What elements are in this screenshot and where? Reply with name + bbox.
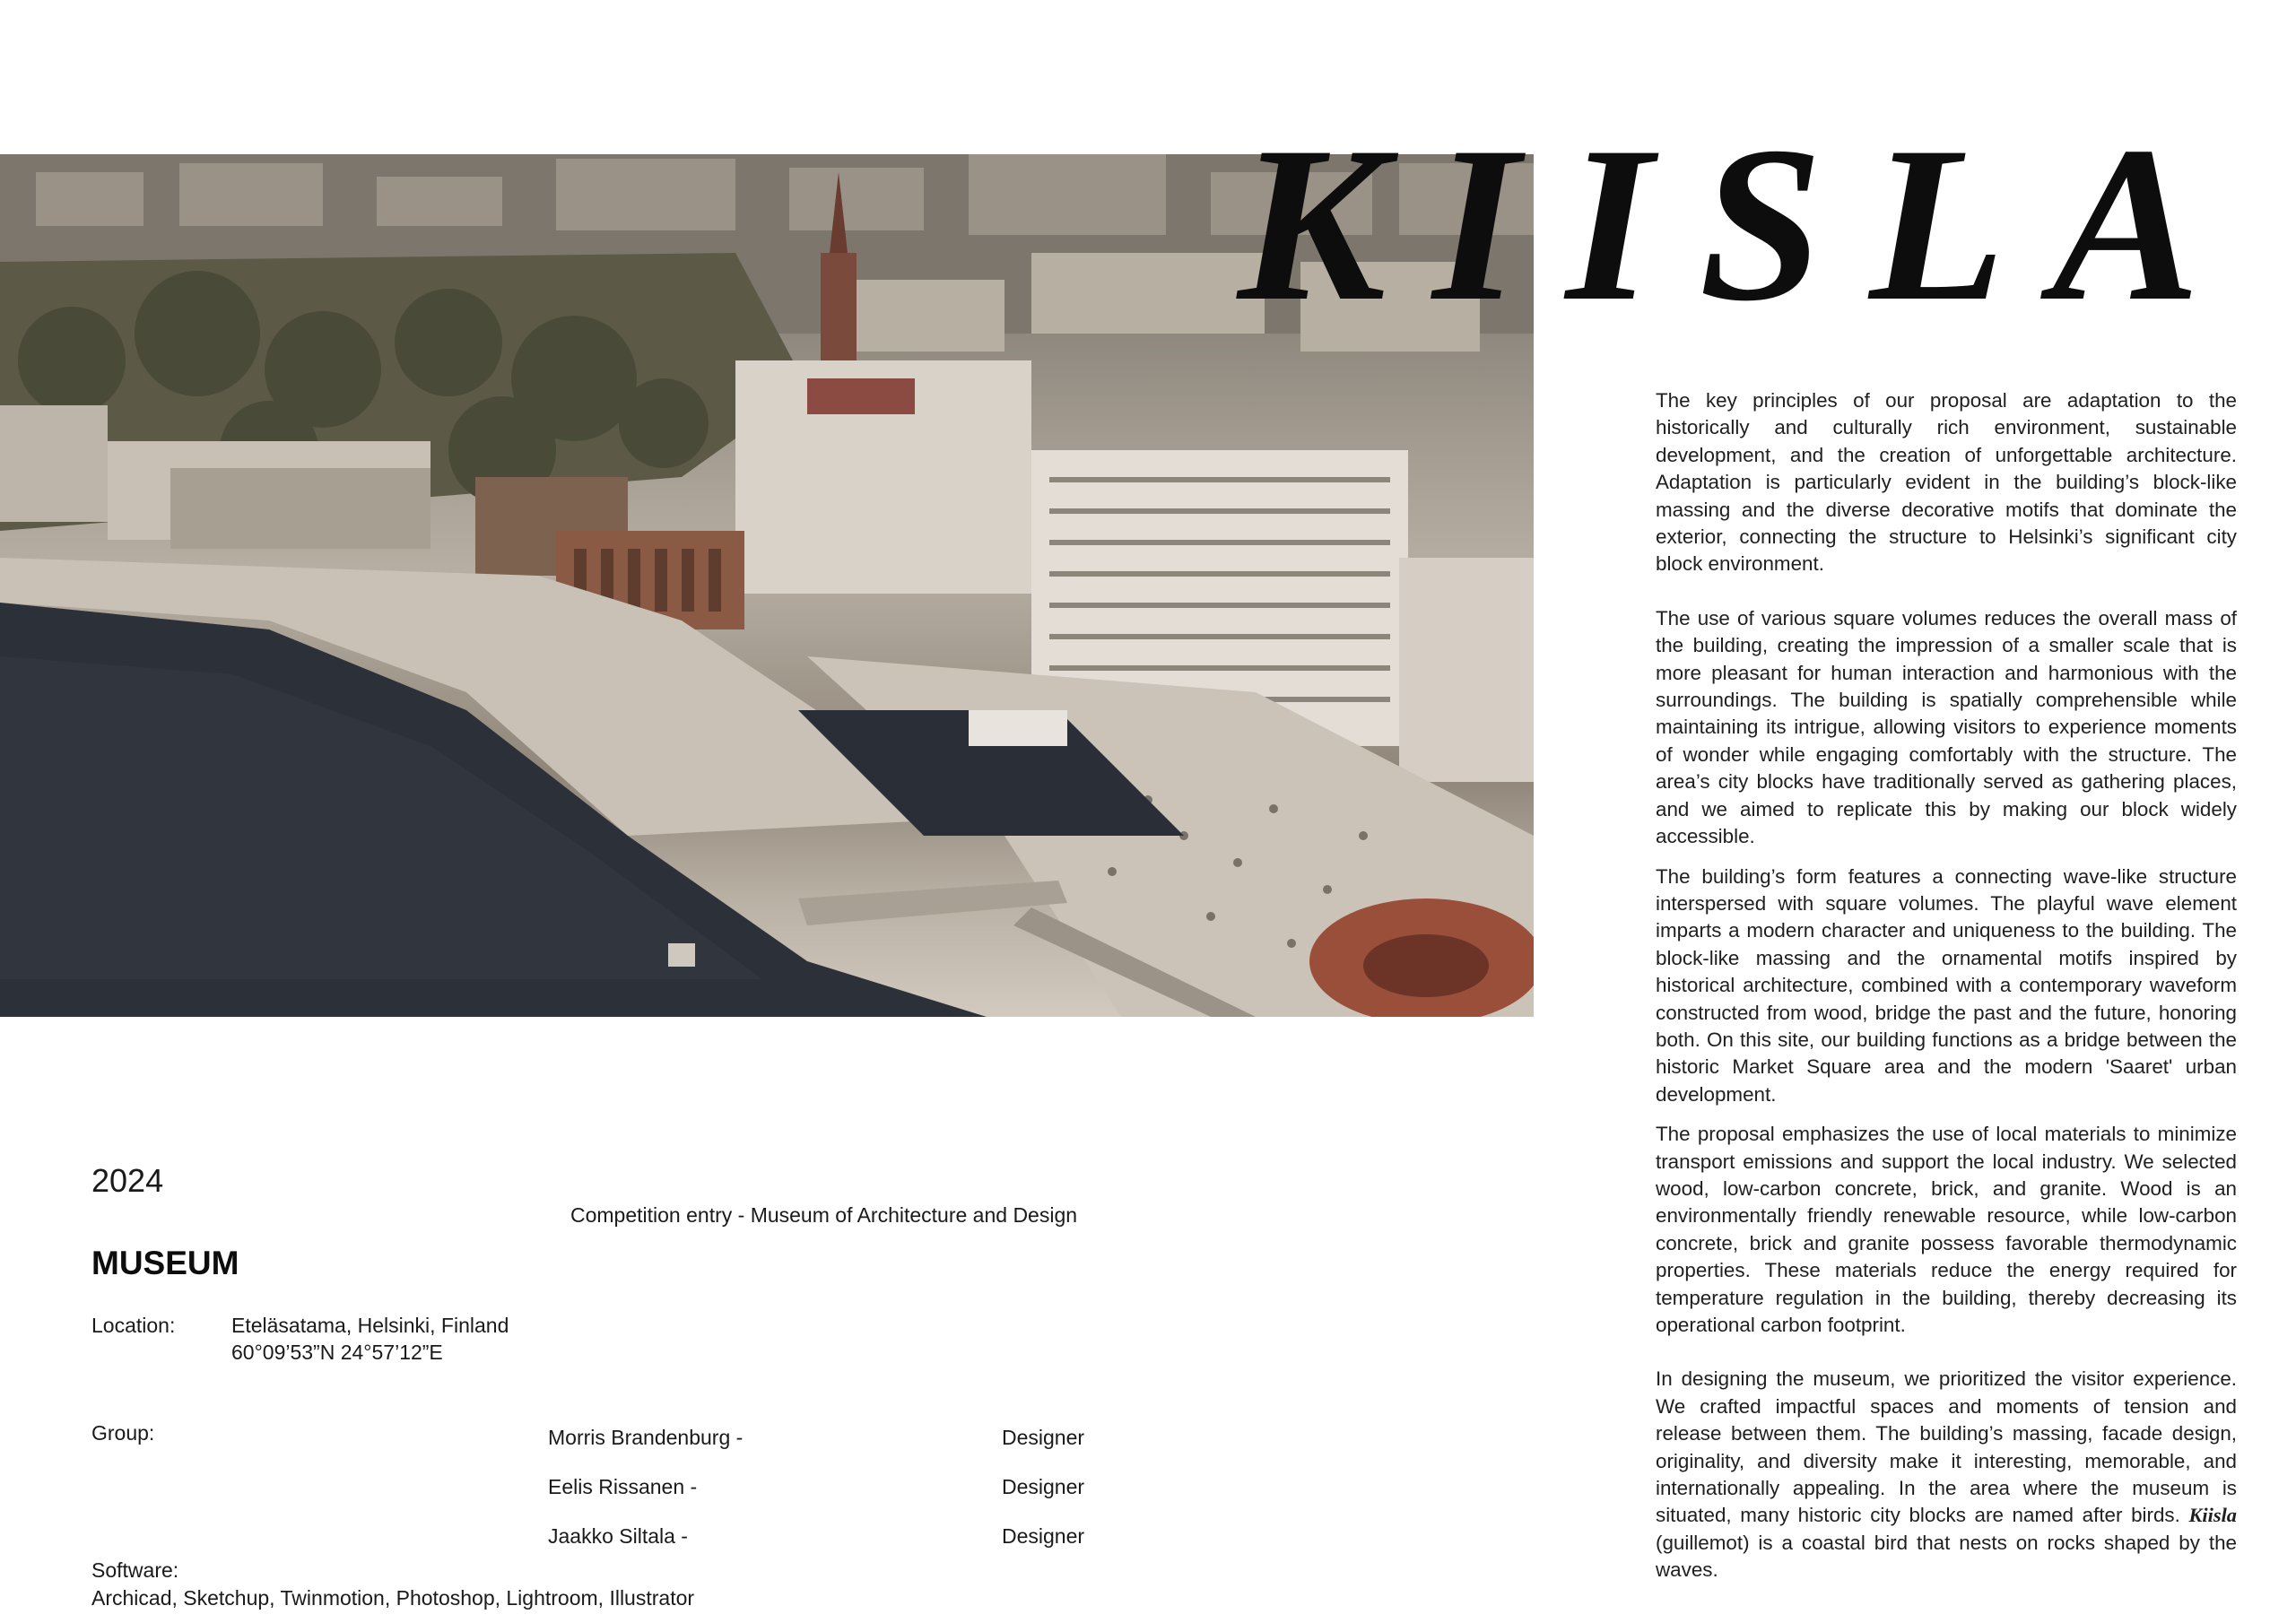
member-name: Eelis Rissanen - <box>548 1475 698 1498</box>
description-paragraph: The use of various square volumes reduces the overall mass of the building, creating the impression of a smaller scale that is more pleasant for human interaction and harmonious with the surroundings. The building is spatially comprehensible while maintaining its intrigue, allowing visitors to experience moments of wonder while engaging comfortably with the structure. The area’s city blocks have traditionally served as gathering places, and we aimed to replicate this by making our block widely accessible. <box>1656 606 2237 848</box>
member-name: Morris Brandenburg - <box>548 1426 744 1449</box>
project-subtitle: Competition entry - Museum of Architecture and Design <box>570 1203 1078 1227</box>
location-coordinates: 60°09’53”N 24°57’12”E <box>231 1341 443 1364</box>
description-text: In designing the museum, we prioritized the visitor experience. We crafted impactful spaces and moments of tension and release between them. The building’s massing, facade design, originality, and diversity make it interesting, memorable, and internationally appealing. In the area where the museum is situated, many historic city blocks are named after birds. <box>1656 1367 2237 1527</box>
group-label: Group: <box>91 1421 155 1445</box>
project-type: MUSEUM <box>91 1245 239 1281</box>
member-role: Designer <box>1002 1475 1085 1498</box>
project-year: 2024 <box>91 1162 164 1199</box>
member-role: Designer <box>1002 1426 1085 1449</box>
location-label: Location: <box>91 1314 176 1337</box>
description-paragraph: The building’s form features a connecting wave-like structure interspersed with square volumes. The playful wave element imparts a modern character and uniqueness to the building. The block-like massing and the ornamental motifs inspired by historical architecture, combined with a contemporary waveform constructed from wood, bridge the past and the future, honoring both. On this site, our building functions as a bridge between the historic Market Square area and the modern 'Saaret' urban development. <box>1656 864 2237 1106</box>
description-paragraph: The key principles of our proposal are adaptation to the historically and culturally rich environment, sustainable development, and the creation of unforgettable architecture. Adaptation is particularly evident in the building’s block-like massing and the diverse decorative motifs that dominate the exterior, connecting the structure to Helsinki’s significant city block environment. <box>1656 389 2237 576</box>
project-description <box>1656 387 2237 1611</box>
description-paragraph-last <box>1656 1366 2237 1584</box>
member-name: Jaakko Siltala - <box>548 1524 688 1548</box>
software-list: Archicad, Sketchup, Twinmotion, Photoshop, Lightroom, Illustrator <box>91 1586 695 1610</box>
software-label: Software: <box>91 1558 179 1582</box>
member-role: Designer <box>1002 1524 1085 1548</box>
project-title: KIISLA <box>1238 100 2248 347</box>
bird-name: Kiisla <box>2188 1504 2237 1527</box>
location-address: Eteläsatama, Helsinki, Finland <box>231 1314 509 1337</box>
description-paragraph: The proposal emphasizes the use of local materials to minimize transport emissions and support the local industry. We selected wood, low-carbon concrete, brick, and granite. Wood is an environmentally friendly renewable resource, while low-carbon concrete, brick and granite possess favorable thermodynamic properties. These materials reduce the energy required for temperature regulation in the building, thereby decreasing its operational carbon footprint. <box>1656 1123 2237 1336</box>
description-text: (guillemot) is a coastal bird that nests on rocks shaped by the waves. <box>1656 1531 2237 1582</box>
